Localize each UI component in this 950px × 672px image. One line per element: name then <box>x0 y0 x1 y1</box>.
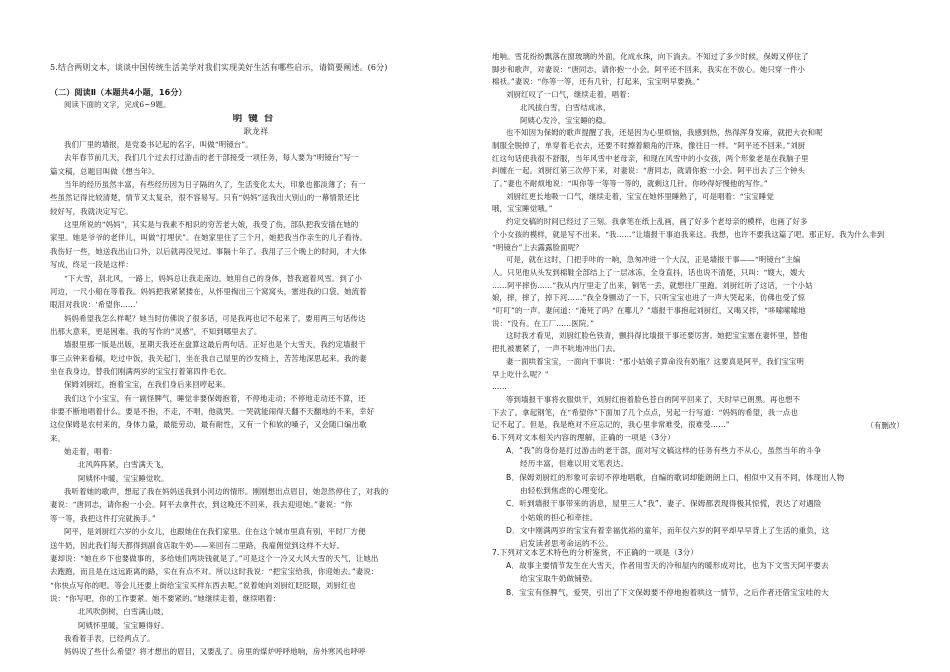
text-line: 妈妈希望我怎么样呢？她当时仿佛说了很多话，可是我再也记不起来了。要用两三句话传达 <box>64 313 366 323</box>
text-line: 脚步和歌声，对妻说：“唐同志，请你抱一小会。阿平还不回来，我实在不放心。她只穿一件小 <box>492 64 806 74</box>
text-line: 她走着，唱着： <box>64 447 117 457</box>
text-line: 纠缠在一起。刘厨红第三次停下来，对妻说：“唐同志，就请你抱一小会。阿平出去了三个钟头 <box>492 166 806 176</box>
text-line: 坐在我身边，替我们刚满两岁的宝宝打着第四件毛衣。 <box>50 366 231 376</box>
text-line: 北风阵阵紧，白雪满天飞， <box>78 460 169 470</box>
question-7-stem: 7.下列对文本艺术特色的分析鉴赏，不正确的一项是（3分） <box>492 548 699 557</box>
text-line: 当年的经历虽然丰富，有些经历因为日子隔的久了，生活变化太大，印象也都淡薄了；有一 <box>64 180 366 190</box>
text-line: 制服全脱掉了，单穿着毛衣去，还要不时擦着额角的汗珠，像往日一样。“阿平还不回来。”刘厨 <box>492 140 806 150</box>
text-line: 家里。她是爷爷的老伴儿，叫做“打埋伏”。在她家里住了三个月，她把我当作亲生的儿子看待。 <box>50 233 368 243</box>
text-line: 等一等，我把这件打完就换手。” <box>50 513 156 523</box>
text-line: 我伤好一些，她送我出山口外，以后就再没见过。事隔十年了。我用了三个晚上的时间，才大体 <box>50 246 367 256</box>
text-line: 妻却说：“她在乡下也要做事的，多给她们两块钱就是了。”可是这个一冷又大风大雪的天气，让她出 <box>50 553 379 563</box>
text-line: 说：“没有。在工厂……医院。” <box>492 318 595 328</box>
text-line: 妈妈说了些什么希望？将才想出的眉目，又要乱了。房里的煤炉呼呼地响，房外寒风也呼呼 <box>64 647 366 657</box>
text-line: 可是，就在这时，门把手咔的一响，急匆冲进一个大汉，正是墙报干事——“明镜台”主编 <box>506 255 801 265</box>
option-line: 启发读者思考命运的不公。 <box>520 539 613 549</box>
section-heading: （二）阅读Ⅱ（本题共4小题，16分） <box>50 88 187 97</box>
text-line: ……阿平摔伤……”我从内厅里走了出来，铜笔一丢，就想往厂里跑。刘厨红听了这话，一个小姑 <box>492 280 813 290</box>
text-line: 我们这个小宝宝，有一副怪脾气，睡觉非要保姆抱着，不停地走动；不停地走动还不算，还 <box>64 393 366 403</box>
text-line: 说：“你写吧，你的工作要紧。她不要紧的。”她继续走着，继续唱着： <box>50 593 281 603</box>
text-line: 河边，一尺小船在等着我。妈妈把我紧紧搂在，从怀里掏出三个窝窝头，塞进我的口袋。她流着 <box>50 286 367 296</box>
text-line: 哦，宝宝睡觉哦。” <box>492 204 553 214</box>
text-line: 把扎被裹紧了，一声不吭地冲出门去。 <box>492 344 621 354</box>
text-line: 来。 <box>50 433 66 443</box>
text-line: 了。”妻也不耐烦地说：“叫你等一等等一等的，就剩这几针。你吵得好慢他的写作。” <box>492 179 768 188</box>
text-line: 阿姨怀里暖，宝宝睡得好。 <box>78 620 169 630</box>
text-line: 我看着手表，已经两点了。 <box>64 633 155 643</box>
text-line: 地响。雪花纷纷飘落在窗玻璃的外面，化成水珠，向下淌去。不知过了多少时候，保姆又停住了 <box>492 52 809 61</box>
text-line: 这时我才看见，刘厨红脸色铁青，颤抖得比墙报干事还要厉害。她把宝宝塞在妻怀里，替他 <box>506 331 808 341</box>
text-line: “你快点写你的吧。等会儿还要上街给宝宝买样东西去呢。”说着她向刘厨红眨眨眼，刘厨红也 <box>50 580 356 590</box>
option-line: 小姑娘的担心和牵挂。 <box>520 512 598 522</box>
option-line: A．故事主要情节发生在大雪天，作者用雪天的冷和屋内的暖形成对比，也为下文雪天阿平要去 <box>506 561 829 570</box>
option-line: D．文中刚满两岁的宝宝有着幸福优裕的童年，而年仅六岁的阿平却早早背上了生活的重负，这 <box>506 525 830 535</box>
edit-note: （有删改） <box>866 421 904 430</box>
text-line: 写成，终足一段是这样： <box>50 260 133 270</box>
text-line: 约定交稿的时间已经过了三刻。我拿笔在纸上乱画，画了好多个老母亲的模样，也画了好多 <box>506 217 808 227</box>
text-line: 墙报里那一版是出版，星期天我还在盘算这最后两句话。正好也是个大雪天，我约定墙报干 <box>64 340 366 350</box>
text-line: 去跑跑，而且是在这远距离的路，实在有点不对。所以这时我说：“把宝宝给我，你迎她去。”妻说： <box>50 567 379 577</box>
text-line: 阿姨心发冷，宝宝睡的稳。 <box>520 115 611 125</box>
option-line: B．保姆刘厨红的形象可亲切不停地唱歌，自编的歌词却能朗朗上口，相似中又有不同，体现出人物 <box>506 472 845 482</box>
passage-title: 明镜台 <box>232 114 280 124</box>
text-line: 去年春节前几天，我们几个过去打过游击的老干部接受一项任务，每人要为“明镜台”写一 <box>64 153 359 163</box>
text-line: 刘厨红更长地吸一口气，继续走着，宝宝在她怀里睡熟了，可是唱着：“宝宝睡觉 <box>506 191 774 201</box>
text-line: 眼泪对我说：‘希望你……’ <box>50 300 138 310</box>
text-line: 妻说：“唐同志，请你抱一小会。阿平去拿件衣，到这晚还不回来，我去迎迎她。”妻说：“你 <box>50 500 353 510</box>
text-line: 也不知因为保姆的歌声提醒了我，还是因为心里烦恼，我感到热，热得浑身发麻，就把大衣和呢 <box>506 128 823 138</box>
text-line: 阿姨怀中暖，宝宝睡觉吹。 <box>78 473 169 483</box>
option-line: B．宝宝有怪脾气，爱哭，引出了下文保姆要不停地抱着哄这一情节，之后作者还借宝宝哇的大 <box>506 587 829 597</box>
text-line: “叮叮”的一声。妻问道：“淹死了吗？在哪儿？”墙报干事抱起刘厨红，又喝又拌，“哆嗦嗦嗦地 <box>492 306 806 315</box>
text-line: 棉袄。”妻说：“你等一等，还有几针，打起来，宝宝明早要换。” <box>492 77 700 87</box>
option-line: 由轻松到焦虑的心理变化。 <box>520 485 613 495</box>
option-line: 给宝宝取牛奶做铺垫。 <box>520 574 598 584</box>
text-line: 早上吃什么呢？” <box>492 369 549 379</box>
text-line: 保姆刘厨红，抱着宝宝，在我们身后来回哼起来。 <box>64 380 230 390</box>
text-line: 我听着她的歌声，想起了我在妈妈送我到小河边的情形。刚刚想出点眉目，她忽然停住了，对我的 <box>64 487 389 497</box>
passage-author: 耿龙祥 <box>243 127 269 136</box>
option-line: A．“我”的身份是打过游击的老干部，面对写文稿这样的任务有些力不从心，虽然当年的斗争 <box>506 446 822 455</box>
option-line: 经历丰富，但难以用文笔表达。 <box>520 459 629 469</box>
text-line: 阿平，是刘厨红六岁的小女儿，也跟她住在我们家里。住在这个城市里真有别，平时厂方便 <box>64 527 366 537</box>
text-line: 等到墙报干事将衣服烘干，刘厨红抱着脸色苍白的阿平回来了，天时早已朗黑。再也想不 <box>506 394 801 404</box>
text-line: 妻一面哄着宝宝，一面向干事说：“那小姑娘子算命没有奶瓶？这要真是阿平，我们宝宝明 <box>506 356 805 366</box>
text-line: 记不起了。但是，我是绝对不应忘记的，我心里非常难受，很难受……” <box>492 420 730 430</box>
text-line: 送牛奶，因此我们每天都得到副食店取牛奶——来回有二里路，我雇佣觉到这样不大好。 <box>50 540 345 550</box>
text-line: 些虽然记得比较清楚，情节又太复杂，很不容易写。只有“妈妈”送我出大别山的一幕情景还比 <box>50 193 360 203</box>
question-6-stem: 6.下列对文本相关内容的理解，正确的一项是（3分） <box>492 433 675 442</box>
text-line: …… <box>492 382 508 392</box>
text-line: 这位保姆是农村来的，身体力量，最能劳动，最有耐性，又有一个和软的嗓子，又会随口编出歌 <box>50 420 367 430</box>
text-line: 北风拔白雪，白雪结成冰， <box>520 102 611 112</box>
text-line: 人。只见他从头发到棉鞋全部结上了一层冰冻，全身直抖，话也说不清楚，只叫：“嫂大，嫂大 <box>492 267 806 277</box>
text-line: 北风吹倒树，白雪满山坡， <box>78 607 169 617</box>
text-line: 我们厂里的墙报，是党委书记起的名字，叫做“明镜台”。 <box>64 140 253 149</box>
text-line: 较好写，我就决定写它。 <box>50 206 133 216</box>
reading-instruction: 阅读下面的文字，完成6~9题。 <box>64 100 171 109</box>
text-line: 这里所说的“妈妈”，其实是与我素不相识的穷苦老大娘，我受了伤，部队把我安插在她的 <box>64 220 359 230</box>
text-line: 个小女孩的模样，就是写不出来。“我……”让墙报干事迫我来这。我想，也许不要我这篇了吧。那正好。我为什么非到 <box>492 229 885 239</box>
text-line: “下大雪，刮北风，一路上，妈妈总让我走南边，她用自己的身体，替我遮着风雪。到了小 <box>64 273 363 283</box>
text-line: 红这句话使我很不舒服，当年风雪中老母亲，和现在风雪中的小女孩，两个形象老是在我脑子里 <box>492 153 809 163</box>
text-line: 出那大意来，更是困难。我的写作的“灵感”，不知到哪里去了。 <box>50 326 262 336</box>
text-line: 篇文稿，总题目叫做《想当年》。 <box>50 166 160 176</box>
text-line: 事三点钟来看稿，吃过中饭，我关起门，坐在我自己屋里的沙发椅上，苦苦地深思起来。我的妻 <box>50 353 367 363</box>
text-line: 下去了。拿起钢笔，在“希望你”下面加了几个点点，另起一行写道：“妈妈的希望，我一点也 <box>492 407 798 417</box>
text-line: 刘厨红叹了一口气，继续走着，唱着： <box>506 90 635 100</box>
text-line: 非要不断地唱着什么。要是不抱，不走，不唱，他就哭。一哭就能闹得天翻不天翻地的不来，幸好 <box>50 407 375 416</box>
option-line: C．听到墙报干事带来的消息，屋里三人“我”、妻子、保姆都表现得极其惊慌，表达了对遇险 <box>506 499 822 509</box>
question-5: 5.结合两则文本，谈谈中国传统生活美学对我们实现美好生活有哪些启示，请简要阐述。(6分) <box>50 63 388 72</box>
text-line: 娘，摔，摔了，掉下河……”我全身颤动了一下，只听宝宝也进了一声大哭起来，仿佛也受了惊 <box>492 293 806 303</box>
text-line: “明镜台”上去露露脸面呢？ <box>492 242 583 252</box>
